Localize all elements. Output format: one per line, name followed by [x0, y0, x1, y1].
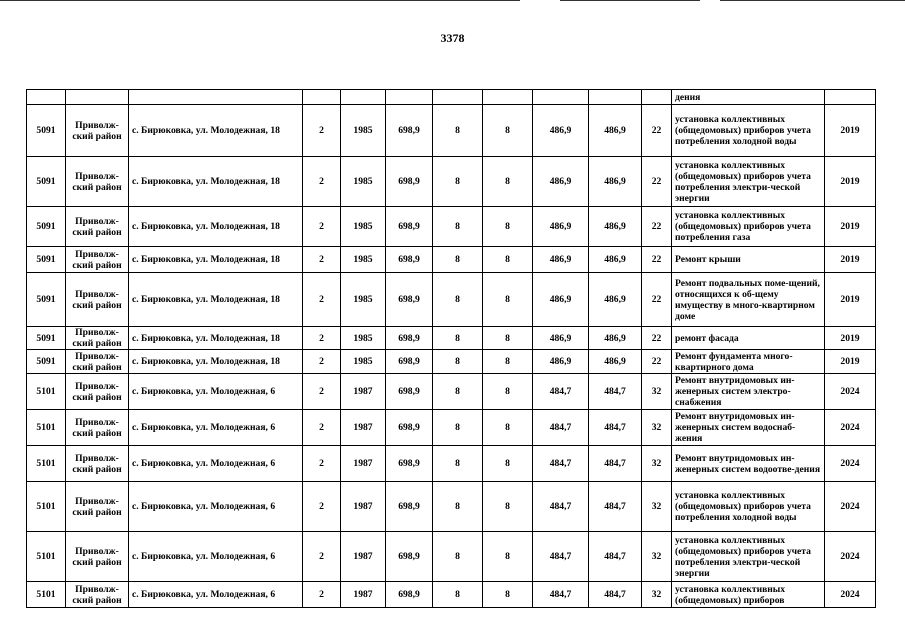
- plan-year-cell: 2019: [825, 157, 876, 207]
- work-type-cell: Ремонт внутридомовых ин-женерных систем водоотве-дения: [672, 446, 825, 482]
- area-cell-a: 486,9: [533, 247, 589, 273]
- object-id-cell: 5091: [27, 207, 66, 247]
- address-cell: с. Бирюковка, ул. Молодежная, 18: [129, 105, 303, 157]
- area-cell-a: 486,9: [533, 350, 589, 374]
- district-cell: Приволж-ский район: [66, 482, 129, 532]
- year-built-cell: 1985: [341, 157, 386, 207]
- year-built-cell: 1985: [341, 105, 386, 157]
- work-type-cell: установка коллективных (общедомовых) приборов учета потребления холодной воды: [672, 482, 825, 532]
- residents-cell: 22: [642, 350, 672, 374]
- table-row: [27, 582, 876, 608]
- value-cell-b: 8: [483, 327, 533, 350]
- plan-year-cell: 2024: [825, 482, 876, 532]
- table-row: [27, 207, 876, 247]
- area-cell-a: 484,7: [533, 374, 589, 410]
- district-cell: Приволж-ский район: [66, 374, 129, 410]
- area-cell-b: 486,9: [589, 157, 642, 207]
- value-cell-b: 8: [483, 582, 533, 608]
- total-area-cell: 698,9: [386, 105, 433, 157]
- object-id-cell: 5101: [27, 482, 66, 532]
- floors-cell: 2: [303, 327, 341, 350]
- total-area-cell: 698,9: [386, 350, 433, 374]
- residents-cell: 32: [642, 374, 672, 410]
- total-area-cell: 698,9: [386, 482, 433, 532]
- area-cell-a: 486,9: [533, 207, 589, 247]
- area-cell-b: 484,7: [589, 532, 642, 582]
- year-built-cell: 1987: [341, 374, 386, 410]
- residents-cell: 22: [642, 105, 672, 157]
- work-type-cell: Ремонт внутридомовых ин-женерных систем электро-снабжения: [672, 374, 825, 410]
- value-cell-a: 8: [433, 327, 483, 350]
- plan-year-cell: 2019: [825, 350, 876, 374]
- object-id-cell: 5091: [27, 157, 66, 207]
- floors-cell: 2: [303, 582, 341, 608]
- area-cell-a: 486,9: [533, 273, 589, 327]
- table-row: [27, 446, 876, 482]
- floors-cell: 2: [303, 374, 341, 410]
- value-cell-b: 8: [483, 446, 533, 482]
- address-cell: с. Бирюковка, ул. Молодежная, 6: [129, 482, 303, 532]
- value-cell-a: 8: [433, 207, 483, 247]
- address-cell: с. Бирюковка, ул. Молодежная, 6: [129, 582, 303, 608]
- residents-cell: 22: [642, 247, 672, 273]
- area-cell-b: 486,9: [589, 247, 642, 273]
- floors-cell: 2: [303, 105, 341, 157]
- continuation-row: [27, 90, 876, 105]
- residents-cell: 22: [642, 273, 672, 327]
- value-cell-a: 8: [433, 273, 483, 327]
- area-cell-a: 484,7: [533, 446, 589, 482]
- work-type-cell: ремонт фасада: [672, 327, 825, 350]
- value-cell-a: 8: [433, 350, 483, 374]
- value-cell-b: 8: [483, 207, 533, 247]
- work-type-cell: установка коллективных (общедомовых) приборов учета потребления газа: [672, 207, 825, 247]
- year-built-cell: 1987: [341, 410, 386, 446]
- plan-year-cell: 2019: [825, 207, 876, 247]
- value-cell-a: 8: [433, 482, 483, 532]
- object-id-cell: 5091: [27, 105, 66, 157]
- plan-year-cell: 2024: [825, 532, 876, 582]
- area-cell-a: 484,7: [533, 482, 589, 532]
- area-cell-b: 486,9: [589, 273, 642, 327]
- area-cell-a: 486,9: [533, 157, 589, 207]
- work-type-cell: Ремонт внутридомовых ин-женерных систем водоснаб-жения: [672, 410, 825, 446]
- total-area-cell: 698,9: [386, 410, 433, 446]
- plan-year-cell: 2019: [825, 273, 876, 327]
- district-cell: Приволж-ский район: [66, 157, 129, 207]
- area-cell-b: 486,9: [589, 207, 642, 247]
- area-cell-a: 484,7: [533, 582, 589, 608]
- total-area-cell: 698,9: [386, 207, 433, 247]
- table-row: [27, 374, 876, 410]
- object-id-cell: 5091: [27, 273, 66, 327]
- residents-cell: 22: [642, 207, 672, 247]
- table-row: [27, 105, 876, 157]
- value-cell-b: 8: [483, 247, 533, 273]
- district-cell: Приволж-ский район: [66, 327, 129, 350]
- residents-cell: 32: [642, 532, 672, 582]
- value-cell-a: 8: [433, 582, 483, 608]
- top-edge-line: [0, 0, 905, 3]
- table-row: [27, 410, 876, 446]
- district-cell: Приволж-ский район: [66, 410, 129, 446]
- work-type-cell: установка коллективных (общедомовых) приборов: [672, 582, 825, 608]
- floors-cell: 2: [303, 157, 341, 207]
- district-cell: Приволж-ский район: [66, 247, 129, 273]
- table-row: [27, 157, 876, 207]
- address-cell: с. Бирюковка, ул. Молодежная, 6: [129, 374, 303, 410]
- residents-cell: 32: [642, 446, 672, 482]
- area-cell-a: 484,7: [533, 410, 589, 446]
- address-cell: с. Бирюковка, ул. Молодежная, 6: [129, 532, 303, 582]
- area-cell-b: 486,9: [589, 327, 642, 350]
- floors-cell: 2: [303, 532, 341, 582]
- year-built-cell: 1985: [341, 327, 386, 350]
- total-area-cell: 698,9: [386, 273, 433, 327]
- plan-year-cell: 2024: [825, 410, 876, 446]
- address-cell: с. Бирюковка, ул. Молодежная, 18: [129, 157, 303, 207]
- floors-cell: 2: [303, 410, 341, 446]
- district-cell: Приволж-ский район: [66, 446, 129, 482]
- work-type-cell: Ремонт фундамента много-квартирного дома: [672, 350, 825, 374]
- year-built-cell: 1985: [341, 207, 386, 247]
- total-area-cell: 698,9: [386, 532, 433, 582]
- district-cell: Приволж-ский район: [66, 105, 129, 157]
- table-row: [27, 482, 876, 532]
- page-number: 3378: [440, 31, 465, 45]
- address-cell: с. Бирюковка, ул. Молодежная, 18: [129, 350, 303, 374]
- year-built-cell: 1987: [341, 532, 386, 582]
- area-cell-a: 486,9: [533, 105, 589, 157]
- value-cell-a: 8: [433, 446, 483, 482]
- year-built-cell: 1987: [341, 482, 386, 532]
- area-cell-b: 486,9: [589, 350, 642, 374]
- address-cell: с. Бирюковка, ул. Молодежная, 18: [129, 207, 303, 247]
- year-built-cell: 1985: [341, 273, 386, 327]
- total-area-cell: 698,9: [386, 247, 433, 273]
- area-cell-b: 484,7: [589, 410, 642, 446]
- value-cell-a: 8: [433, 105, 483, 157]
- value-cell-b: 8: [483, 105, 533, 157]
- district-cell: Приволж-ский район: [66, 532, 129, 582]
- value-cell-b: 8: [483, 350, 533, 374]
- plan-year-cell: 2019: [825, 247, 876, 273]
- value-cell-b: 8: [483, 532, 533, 582]
- value-cell-b: 8: [483, 482, 533, 532]
- plan-year-cell: 2024: [825, 582, 876, 608]
- floors-cell: 2: [303, 247, 341, 273]
- work-type-cell: установка коллективных (общедомовых) приборов учета потребления электри-ческой энергии: [672, 157, 825, 207]
- floors-cell: 2: [303, 482, 341, 532]
- plan-year-cell: 2019: [825, 105, 876, 157]
- address-cell: с. Бирюковка, ул. Молодежная, 18: [129, 247, 303, 273]
- object-id-cell: 5101: [27, 410, 66, 446]
- floors-cell: 2: [303, 350, 341, 374]
- address-cell: с. Бирюковка, ул. Молодежная, 6: [129, 410, 303, 446]
- total-area-cell: 698,9: [386, 157, 433, 207]
- total-area-cell: 698,9: [386, 374, 433, 410]
- area-cell-b: 484,7: [589, 446, 642, 482]
- area-cell-b: 484,7: [589, 482, 642, 532]
- object-id-cell: 5101: [27, 446, 66, 482]
- year-built-cell: 1985: [341, 247, 386, 273]
- work-type-cell: Ремонт крыши: [672, 247, 825, 273]
- district-cell: Приволж-ский район: [66, 582, 129, 608]
- total-area-cell: 698,9: [386, 446, 433, 482]
- table-row: [27, 273, 876, 327]
- work-type-cell: установка коллективных (общедомовых) приборов учета потребления электри-ческой энергии: [672, 532, 825, 582]
- floors-cell: 2: [303, 446, 341, 482]
- residents-cell: 32: [642, 482, 672, 532]
- table-row: [27, 532, 876, 582]
- year-built-cell: 1987: [341, 446, 386, 482]
- residents-cell: 32: [642, 582, 672, 608]
- continuation-text: дения: [672, 90, 825, 105]
- address-cell: с. Бирюковка, ул. Молодежная, 18: [129, 273, 303, 327]
- floors-cell: 2: [303, 207, 341, 247]
- total-area-cell: 698,9: [386, 582, 433, 608]
- object-id-cell: 5091: [27, 247, 66, 273]
- district-cell: Приволж-ский район: [66, 207, 129, 247]
- area-cell-b: 484,7: [589, 374, 642, 410]
- plan-year-cell: 2019: [825, 327, 876, 350]
- area-cell-a: 486,9: [533, 327, 589, 350]
- year-built-cell: 1985: [341, 350, 386, 374]
- year-built-cell: 1987: [341, 582, 386, 608]
- residents-cell: 22: [642, 327, 672, 350]
- address-cell: с. Бирюковка, ул. Молодежная, 18: [129, 327, 303, 350]
- object-id-cell: 5101: [27, 582, 66, 608]
- residents-cell: 32: [642, 410, 672, 446]
- value-cell-b: 8: [483, 273, 533, 327]
- value-cell-b: 8: [483, 374, 533, 410]
- value-cell-a: 8: [433, 157, 483, 207]
- object-id-cell: 5101: [27, 374, 66, 410]
- value-cell-b: 8: [483, 157, 533, 207]
- plan-year-cell: 2024: [825, 374, 876, 410]
- object-id-cell: 5091: [27, 327, 66, 350]
- work-type-cell: установка коллективных (общедомовых) приборов учета потребления холодной воды: [672, 105, 825, 157]
- area-cell-b: 484,7: [589, 582, 642, 608]
- plan-year-cell: 2024: [825, 446, 876, 482]
- object-id-cell: 5091: [27, 350, 66, 374]
- residents-cell: 22: [642, 157, 672, 207]
- value-cell-a: 8: [433, 374, 483, 410]
- table-row: [27, 247, 876, 273]
- value-cell-a: 8: [433, 532, 483, 582]
- area-cell-b: 486,9: [589, 105, 642, 157]
- address-cell: с. Бирюковка, ул. Молодежная, 6: [129, 446, 303, 482]
- value-cell-b: 8: [483, 410, 533, 446]
- table-row: [27, 327, 876, 350]
- repair-program-table: [26, 89, 876, 608]
- area-cell-a: 484,7: [533, 532, 589, 582]
- table-row: [27, 350, 876, 374]
- value-cell-a: 8: [433, 410, 483, 446]
- district-cell: Приволж-ский район: [66, 350, 129, 374]
- object-id-cell: 5101: [27, 532, 66, 582]
- floors-cell: 2: [303, 273, 341, 327]
- work-type-cell: Ремонт подвальных поме-щений, относящихся к об-щему имуществу в много-квартирном доме: [672, 273, 825, 327]
- value-cell-a: 8: [433, 247, 483, 273]
- district-cell: Приволж-ский район: [66, 273, 129, 327]
- total-area-cell: 698,9: [386, 327, 433, 350]
